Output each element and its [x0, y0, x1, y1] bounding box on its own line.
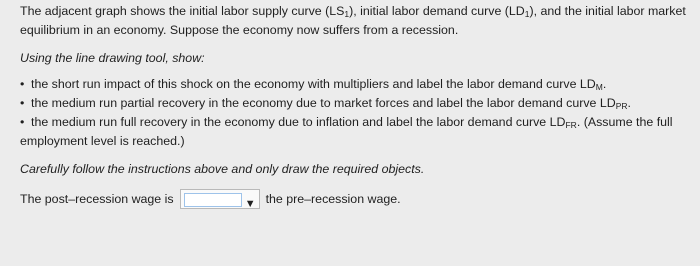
instruction-continuation: employment level is reached.): [20, 134, 185, 148]
instructions-title: Using the line drawing tool, show:: [20, 51, 205, 65]
instruction-item: • the medium run full recovery in the economy due to inflation and label the labor demand curve $LD_{FR}$. (Assume the full: [20, 115, 673, 130]
answer-prefix: The post–recession wage is: [20, 192, 174, 206]
bullet-icon: •: [20, 96, 25, 110]
instruction-item: • the short run impact of this shock on the economy with multipliers and label the labor demand curve $LD_M$.: [20, 77, 607, 92]
bullet-icon: •: [20, 115, 25, 129]
instruction-item: • the medium run partial recovery in the economy due to market forces and label the labor demand curve $LD_{PR}$.: [20, 96, 631, 111]
careful-note: Carefully follow the instructions above and only draw the required objects.: [20, 162, 425, 176]
chevron-down-icon: ▼: [244, 198, 256, 210]
answer-suffix: the pre–recession wage.: [265, 192, 401, 206]
bullet-icon: •: [20, 77, 25, 91]
answer-row: [20, 188, 690, 210]
dropdown-field: [184, 193, 242, 207]
wage-comparison-dropdown[interactable]: [180, 189, 260, 209]
instruction-list: [20, 75, 690, 132]
intro-text: The adjacent graph shows the initial labor supply curve $(LS_1)$, initial labor demand curve $(LD_1)$, and the initial labor market equilibrium in an economy. Suppose the economy now suffers from a recession.: [20, 4, 686, 37]
